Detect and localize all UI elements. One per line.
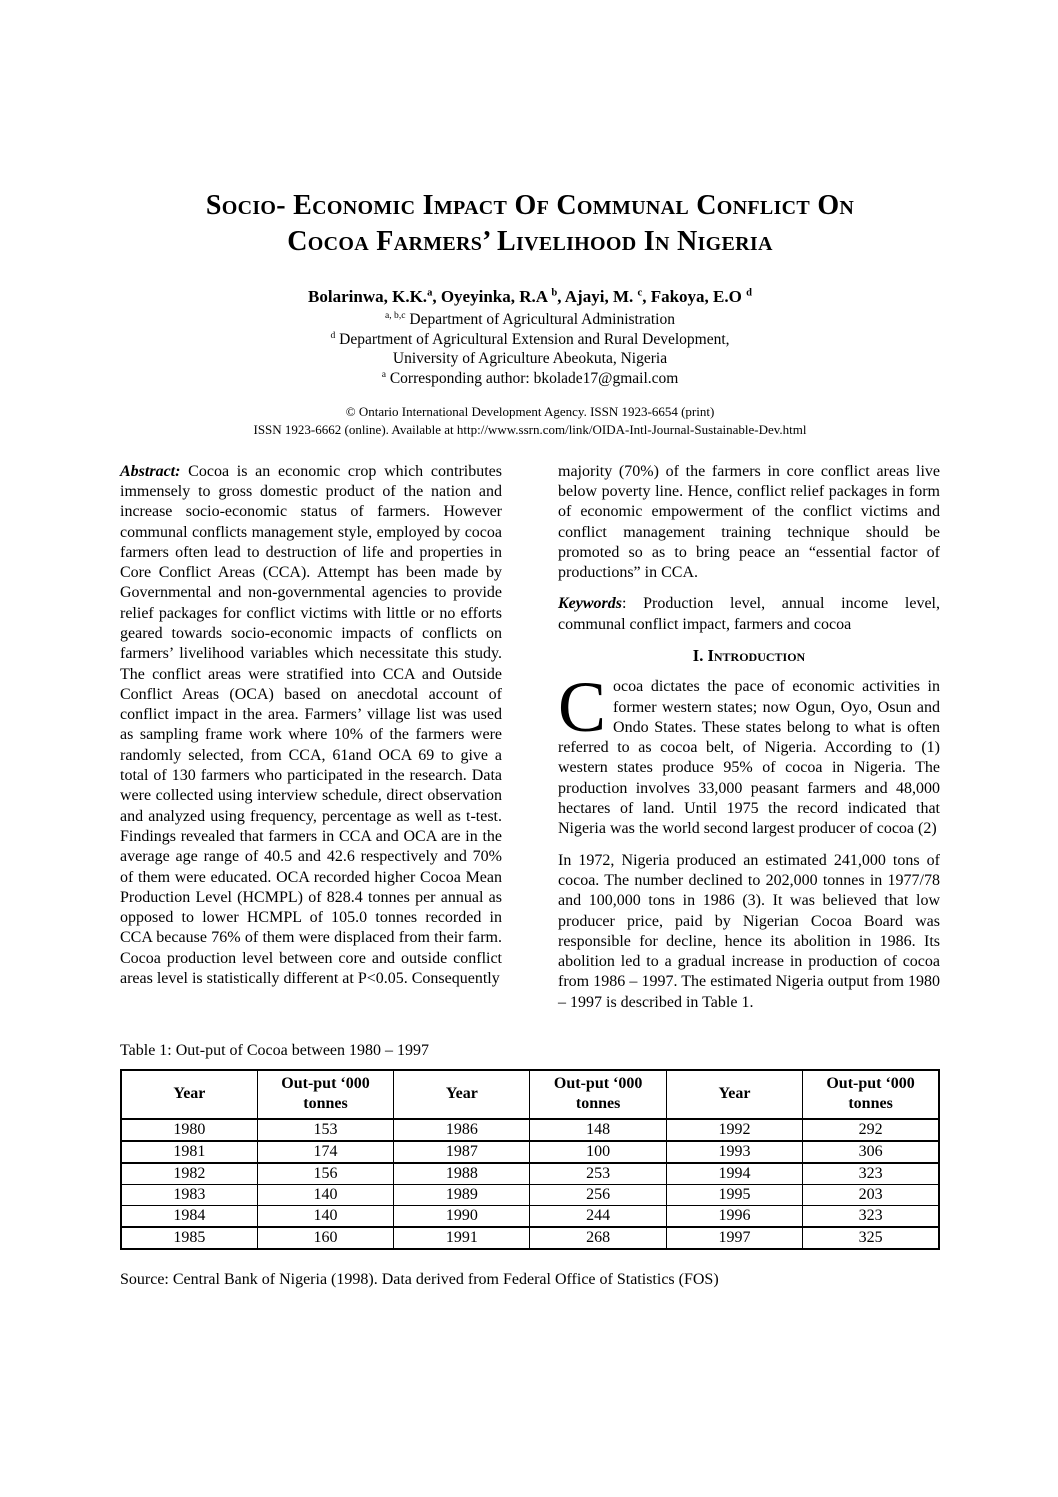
table-cell: 1980: [121, 1119, 257, 1141]
author-4-superscript: d: [746, 287, 752, 299]
table-cell: 1987: [394, 1141, 530, 1163]
table-cell: 1985: [121, 1227, 257, 1249]
table-cell: 140: [257, 1185, 393, 1206]
table-cell: 1982: [121, 1163, 257, 1185]
two-column-body: [120, 462, 940, 1024]
affiliation-line-3: [120, 349, 940, 369]
table-1-block: [120, 1042, 940, 1289]
abstract-continuation-paragraph: majority (70%) of the farmers in core conflict areas live below poverty line. Hence, conflict relief packages in form of economic empowerment of the conflict victims and conflict management training technique should be promoted so as to bring peace an “essential factor of productions” in CCA.: [558, 462, 940, 582]
table-cell: 256: [530, 1185, 666, 1206]
abstract-paragraph: [120, 462, 502, 990]
table-cell: 156: [257, 1163, 393, 1185]
affiliation-line-2: [120, 330, 940, 350]
author-4: , Fakoya, E.O: [642, 286, 747, 306]
table-cell: 244: [530, 1206, 666, 1228]
table-cell: 1995: [666, 1185, 802, 1206]
column-header-year-3: Year: [666, 1070, 802, 1119]
keywords-paragraph: [558, 594, 940, 635]
drop-cap-letter: C: [558, 667, 607, 748]
column-header-year-1: Year: [121, 1070, 257, 1119]
table-row: [121, 1119, 939, 1141]
author-2: , Oyeyinka, R.A: [432, 286, 552, 306]
issn-print-line: © Ontario International Development Agency. ISSN 1923-6654 (print): [345, 404, 715, 420]
affiliation-line-4: [120, 369, 940, 389]
table-cell: 140: [257, 1206, 393, 1228]
table-cell: 1981: [121, 1141, 257, 1163]
table-cell: 1986: [394, 1119, 530, 1141]
column-header-output-1: Out-put ‘000 tonnes: [257, 1070, 393, 1119]
authors-line: [120, 287, 940, 307]
table-cell: 1983: [121, 1185, 257, 1206]
table-header-row: [121, 1070, 939, 1119]
introduction-paragraph-1: [558, 667, 940, 839]
table-cell: 1993: [666, 1141, 802, 1163]
table-1-body: [121, 1119, 939, 1249]
author-1-superscript: a: [427, 287, 433, 299]
table-row: [121, 1185, 939, 1206]
affiliations-block: [120, 310, 940, 388]
introduction-heading: I. Introduction: [692, 645, 806, 665]
abstract-label: Abstract:: [120, 462, 181, 480]
affiliation-line-1: [120, 310, 940, 330]
table-cell: 1997: [666, 1227, 802, 1249]
affiliation-1-superscript: a, b,c: [385, 310, 406, 322]
affiliation-2-superscript: d: [330, 329, 336, 341]
right-column: [558, 462, 940, 1024]
table-cell: 1996: [666, 1206, 802, 1228]
table-cell: 1992: [666, 1119, 802, 1141]
corresponding-author-email: Corresponding author: bkolade17@gmail.com: [385, 369, 679, 387]
affiliation-1-text: Department of Agricultural Administration: [405, 311, 675, 329]
table-cell: 1989: [394, 1185, 530, 1206]
table-cell: 160: [257, 1227, 393, 1249]
affiliation-3-text: University of Agriculture Abeokuta, Nigeria: [392, 350, 668, 368]
table-cell: 1994: [666, 1163, 802, 1185]
author-1: Bolarinwa, K.K.: [308, 286, 428, 306]
table-cell: 323: [803, 1206, 939, 1228]
table-1-caption: Table 1: Out-put of Cocoa between 1980 – 1997: [120, 1042, 430, 1060]
introduction-paragraph-2: In 1972, Nigeria produced an estimated 241,000 tons of cocoa. The number declined to 202,000 tonnes in 1977/78 and 100,000 tons in 1986 (3). It was believed that low producer price, paid by Nigerian Cocoa Board was responsible for decline, hence its abolition in 1986. Its abolition led to a gradual increase in production of cocoa from 1986 – 1997. The estimated Nigeria output from 1980 – 1997 is described in Table 1.: [558, 851, 940, 1011]
issn-online-line: ISSN 1923-6662 (online). Available at http://www.ssrn.com/link/OIDA-Intl-Journal-Sustainable-Dev.html: [253, 422, 807, 438]
column-header-output-2: Out-put ‘000 tonnes: [530, 1070, 666, 1119]
table-cell: 323: [803, 1163, 939, 1185]
table-cell: 306: [803, 1141, 939, 1163]
publisher-issn-block: [120, 403, 940, 439]
table-row: [121, 1206, 939, 1228]
table-source-note: Source: Central Bank of Nigeria (1998). Data derived from Federal Office of Statistics (FOS): [120, 1271, 719, 1289]
table-cell: 148: [530, 1119, 666, 1141]
column-header-output-3: Out-put ‘000 tonnes: [803, 1070, 939, 1119]
abstract-text: Cocoa is an economic crop which contributes immensely to gross domestic product of the nation and increase socio-economic status of farmers. However communal conflicts management style, employed by cocoa farmers often lead to destruction of life and properties in Core Conflict Areas (CCA). Attempt has been made by Governmental and non-governmental agencies to provide relief packages for conflict victims with little or no efforts geared towards socio-economic impacts of conflicts on farmers’ livelihood variables which necessitate this study. The conflict areas were stratified into CCA and Outside Conflict Areas (OCA) based on anecdotal account of conflict impact in the area. Farmers’ village list was used as sampling frame work where 10% of the farmers were randomly selected, from CCA, 61and OCA 69 to give a total of 130 farmers who participated in the research. Data were collected using interview schedule, direct observation and analyzed using frequency, percentage as well as t-test. Findings revealed that farmers in CCA and OCA are in the average age range of 40.5 and 42.6 respectively and 70% of them were educated. OCA recorded higher Cocoa Mean Production Level (HCMPL) of 828.4 tonnes per annual as opposed to lower HCMPL of 105.0 tonnes recorded in CCA because 76% of them were displaced from their farm. Cocoa production level between core and outside conflict areas level is statistically different at P<0.05. Consequently: [120, 462, 502, 988]
page-title-line-2: Cocoa Farmers’ Livelihood In Nigeria: [287, 226, 773, 258]
table-row: [121, 1227, 939, 1249]
author-3-superscript: c: [637, 287, 643, 299]
table-cell: 1990: [394, 1206, 530, 1228]
table-cell: 325: [803, 1227, 939, 1249]
table-cell: 1984: [121, 1206, 257, 1228]
table-cell: 292: [803, 1119, 939, 1141]
author-2-superscript: b: [551, 287, 558, 299]
table-cell: 253: [530, 1163, 666, 1185]
column-header-year-2: Year: [394, 1070, 530, 1119]
table-1: [120, 1069, 940, 1250]
table-cell: 100: [530, 1141, 666, 1163]
page-title: [120, 188, 940, 261]
author-3: , Ajayi, M.: [557, 286, 638, 306]
table-cell: 153: [257, 1119, 393, 1141]
table-row: [121, 1163, 939, 1185]
table-cell: 174: [257, 1141, 393, 1163]
left-column: [120, 462, 502, 1024]
table-row: [121, 1141, 939, 1163]
affiliation-2-text: Department of Agricultural Extension and Rural Development,: [335, 330, 730, 348]
table-cell: 268: [530, 1227, 666, 1249]
table-cell: 1991: [394, 1227, 530, 1249]
table-cell: 203: [803, 1185, 939, 1206]
table-1-header: [121, 1070, 939, 1119]
corresponding-author-superscript: a: [381, 368, 386, 380]
keywords-label: Keywords: [558, 595, 622, 613]
page-title-line-1: Socio- Economic Impact Of Communal Conflict On: [205, 190, 855, 221]
table-cell: 1988: [394, 1163, 530, 1185]
introduction-paragraph-1-text: ocoa dictates the pace of economic activities in former western states; now Ogun, Oyo, Osun and Ondo States. These states belong to what is often referred to as cocoa belt, of Nigeria. According to (1) western states produce 95% of cocoa in Nigeria. The production involves 33,000 peasant farmers and 48,000 hectares of land. Until 1975 the record indicated that Nigeria was the world second largest producer of cocoa (2): [558, 678, 940, 838]
keywords-text: : Production level, annual income level, communal conflict impact, farmers and cocoa: [558, 595, 940, 633]
